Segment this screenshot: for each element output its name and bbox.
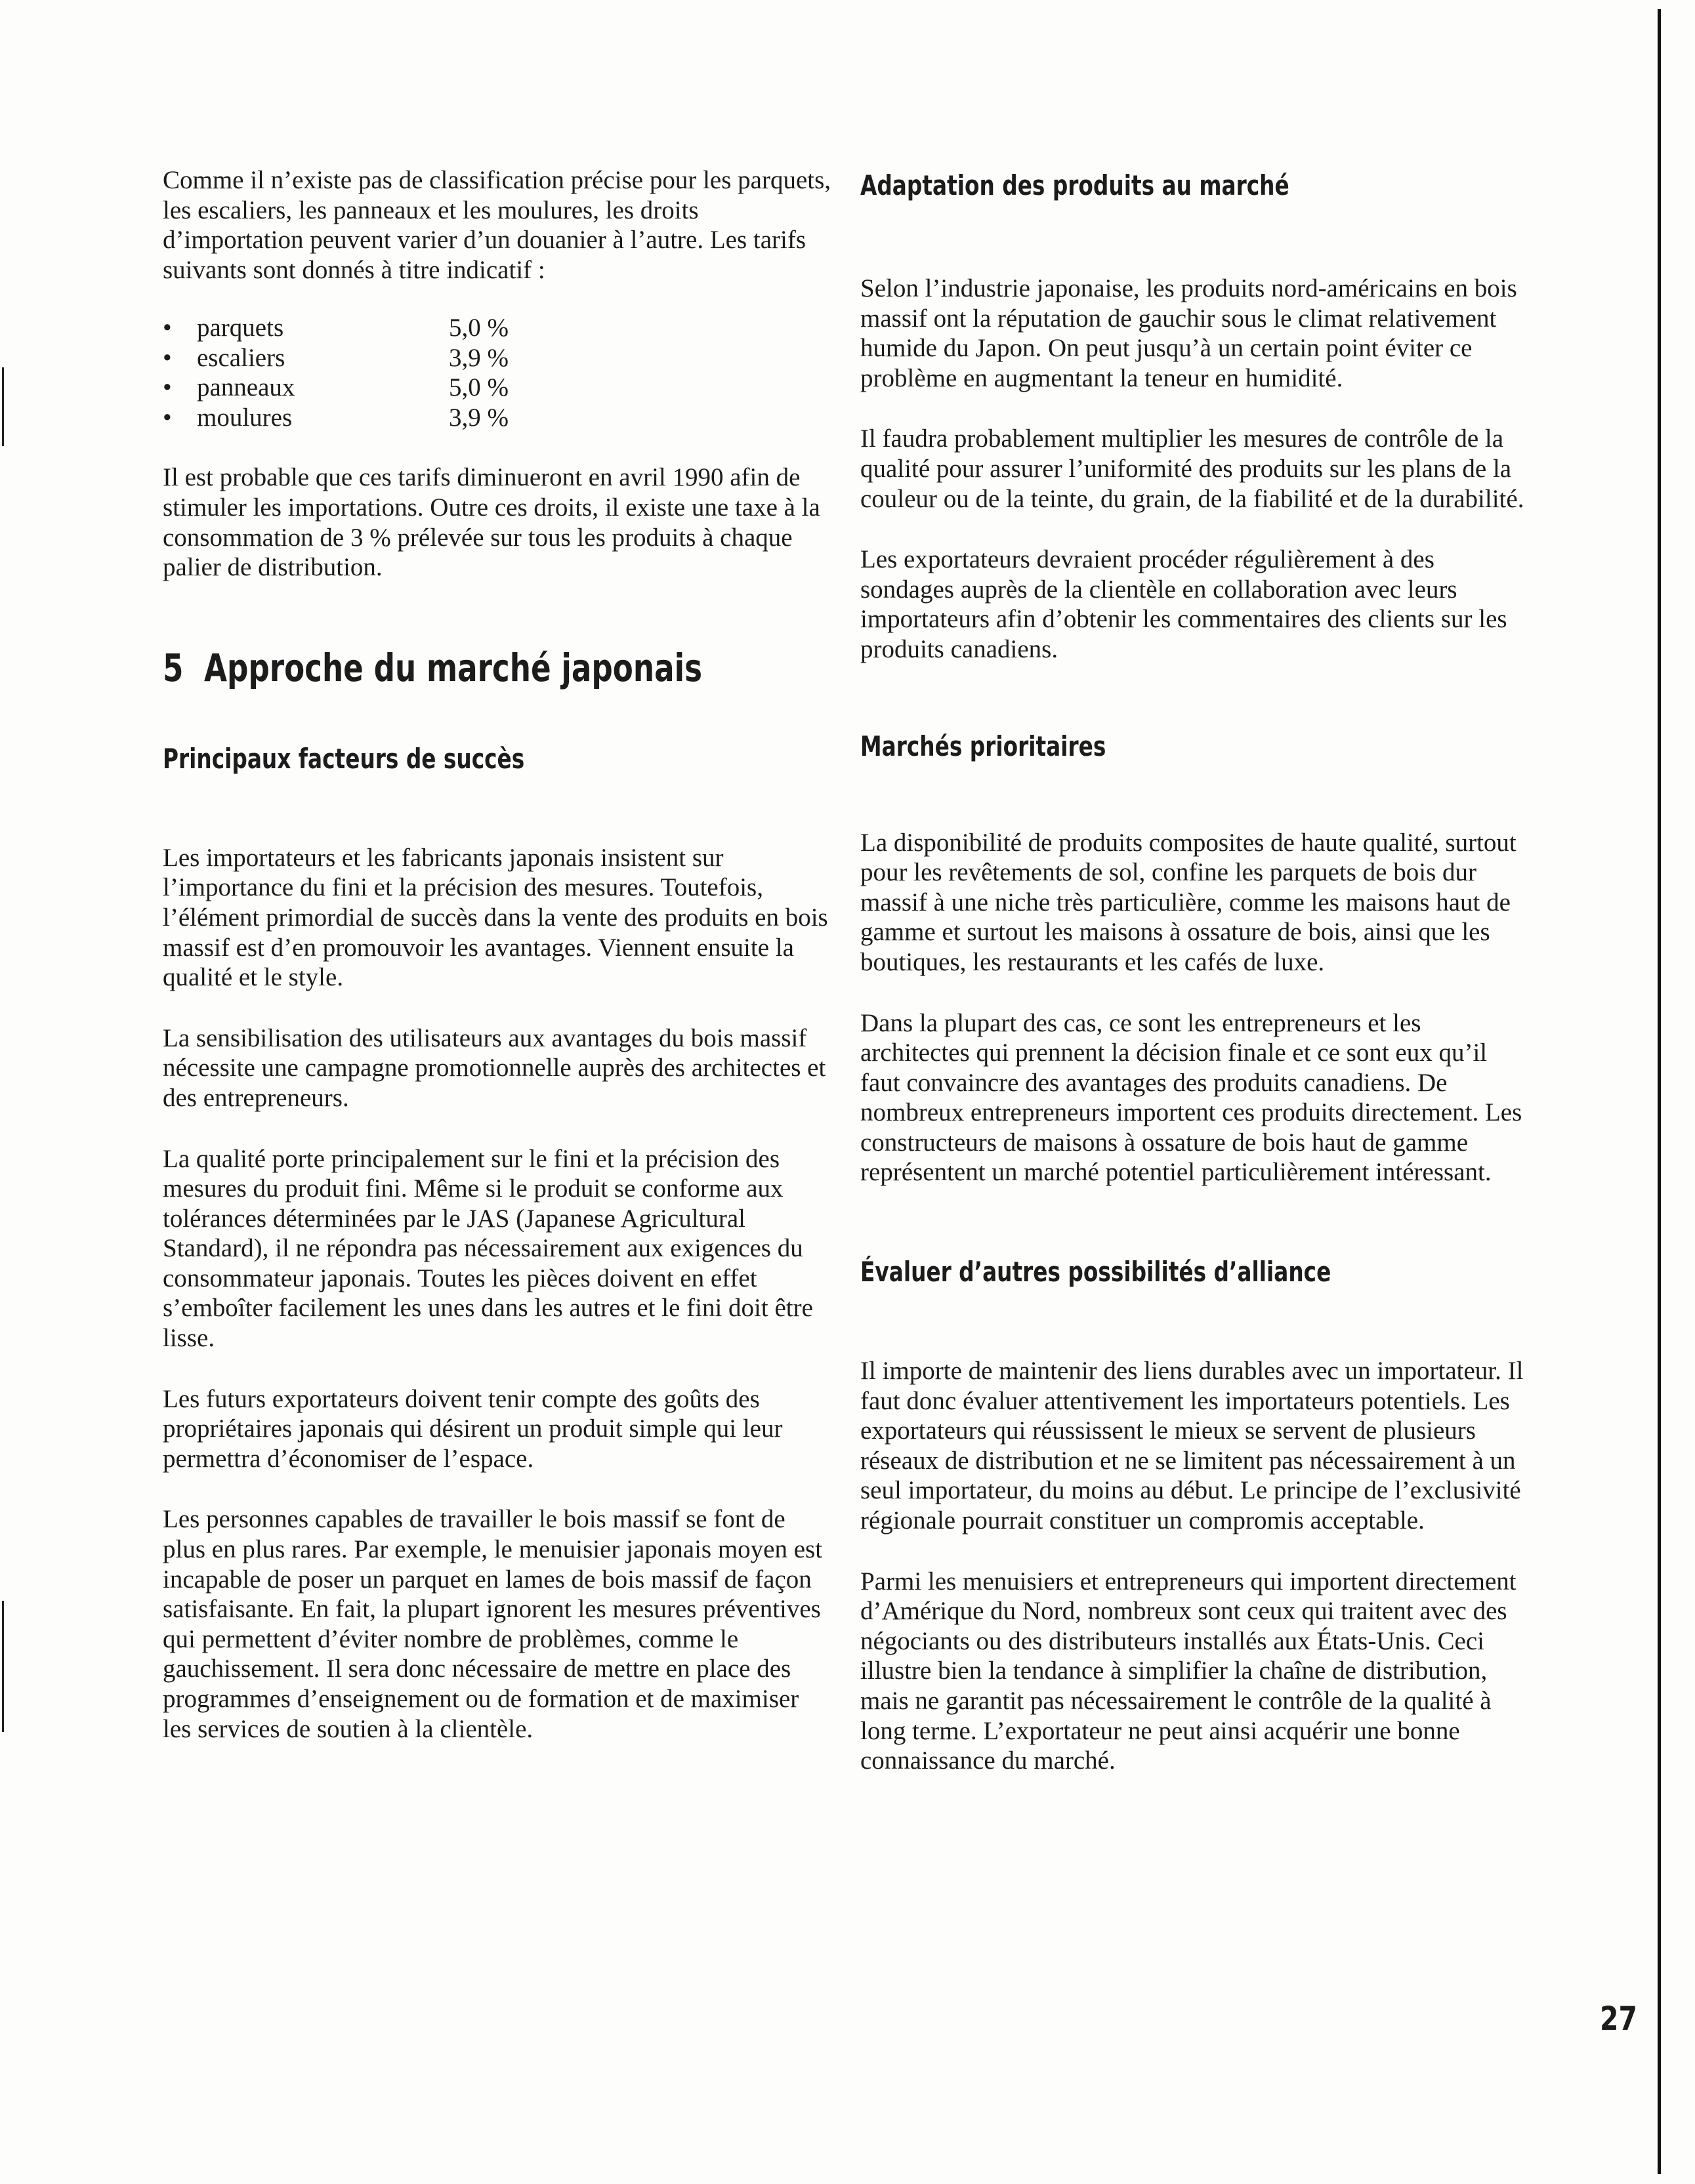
scan-edge-mark [2, 1601, 4, 1732]
intro-paragraph: Comme il n’existe pas de classification précise pour les parquets, les escaliers, les panneaux et les moulures, les droits d’importation peuvent varier d’un douanier à l’autre. Les tarifs suivants sont donnés à titre indicatif : [163, 166, 831, 284]
tariff-list [163, 313, 832, 432]
section-heading: Évaluer d’autres possibilités d’alliance [860, 1256, 1331, 1288]
body-paragraph: Les exportateurs devraient procéder régulièrement à des sondages auprès de la clientèle en collaboration avec leurs importateurs afin d’obtenir les commentaires des clients sur les produits canadiens. [860, 545, 1507, 663]
bullet: • [163, 343, 172, 372]
tariff-rate: 3,9 % [449, 343, 509, 372]
body-paragraph: Selon l’industrie japonaise, les produits nord-américains en bois massif ont la réputation de gauchir sous le climat relativement humide du Japon. On peut jusqu’à un certain point éviter ce problème en augmentant la teneur en humidité. [860, 274, 1517, 392]
body-paragraph: Les personnes capables de travailler le bois massif se font de plus en plus rares. Par exemple, le menuisier japonais moyen est incapable de poser un parquet en lames de bois massif de façon satisfaisante. En fait, la plupart ignorent les mesures préventives qui permettent d’éviter nombre de problèmes, comme le gauchissement. Il sera donc nécessaire de mettre en place des programmes d’enseignement ou de formation et de maximiser les services de soutien à la clientèle. [163, 1505, 823, 1743]
section-heading: Adaptation des produits au marché [860, 169, 1289, 201]
list-item [163, 373, 832, 403]
tariff-item: escaliers [197, 343, 285, 372]
left-column [163, 157, 832, 1744]
body-paragraph: Il faudra probablement multiplier les mesures de contrôle de la qualité pour assurer l’uniformité des produits sur les plans de la couleur ou de la teinte, du grain, de la fiabilité et de la durabilité. [860, 424, 1524, 513]
section-title: 5 Approche du marché japonais [163, 645, 703, 690]
list-item [163, 313, 832, 343]
tariffs-note-paragraph: Il est probable que ces tarifs diminueront en avril 1990 afin de stimuler les importations. Outre ces droits, il existe une taxe à la consommation de 3 % prélevée sur tous les produits à chaque palier de distribution. [163, 463, 820, 582]
body-paragraph: Les futurs exportateurs doivent tenir compte des goûts des propriétaires japonais qui désirent un produit simple qui leur permettra d’économiser de l’espace. [163, 1384, 783, 1473]
section-heading: Marchés prioritaires [860, 730, 1106, 762]
tariff-item: panneaux [197, 373, 295, 402]
tariff-rate: 5,0 % [449, 373, 509, 402]
body-paragraph: Parmi les menuisiers et entrepreneurs qui importent directement d’Amérique du Nord, nombreux sont ceux qui traitent avec des négociants ou des distributeurs installés aux États-Unis. Ceci illustre bien la tendance à simplifier la chaîne de distribution, mais ne garantit pas nécessairement le contrôle de la qualité à long terme. L’exportateur ne peut ainsi acquérir une bonne connaissance du marché. [860, 1567, 1517, 1775]
section-body [860, 1356, 1530, 1776]
section-body [860, 274, 1530, 665]
body-paragraph: Il importe de maintenir des liens durables avec un importateur. Il faut donc évaluer attentivement les importateurs potentiels. Les exportateurs qui réussissent le mieux se servent de plusieurs réseaux de distribution et ne se limitent pas nécessairement à un seul importateur, du moins au début. Le principe de l’exclusivité régionale pourrait constituer un compromis acceptable. [860, 1357, 1524, 1535]
list-item [163, 343, 832, 373]
body-paragraph: La qualité porte principalement sur le fini et la précision des mesures du produit fini. Même si le produit se conforme aux tolérances déterminées par le JAS (Japanese Agricultural Standard), il ne répondra pas nécessairement aux exigences du consommateur japonais. Toutes les pièces doivent en effet s’emboîter facilement les unes dans les autres et le fini doit être lisse. [163, 1144, 813, 1353]
body-paragraph: Dans la plupart des cas, ce sont les entrepreneurs et les architectes qui prennent la décision finale et ce sont eux qu’il faut convaincre des avantages des produits canadiens. De nombreux entrepreneurs importent ces produits directement. Les constructeurs de maisons à ossature de bois haut de gamme représentent un marché potentiel particulièrement intéressant. [860, 1008, 1522, 1187]
tariff-item: moulures [197, 403, 293, 432]
right-column [860, 157, 1530, 1776]
page-number: 27 [1600, 2000, 1638, 2038]
body-paragraph: La disponibilité de produits composites de haute qualité, surtout pour les revêtements de sol, confine les parquets de bois dur massif à une niche très particulière, comme les maisons haut de gamme et surtout les maisons à ossature de bois, ainsi que les boutiques, les restaurants et les cafés de luxe. [860, 828, 1517, 976]
bullet: • [163, 373, 172, 402]
section-body [860, 828, 1530, 1188]
scan-edge-mark [2, 367, 4, 446]
subsection-title: Principaux facteurs de succès [163, 742, 525, 775]
bullet: • [163, 403, 172, 432]
body-paragraph: Les importateurs et les fabricants japonais insistent sur l’importance du fini et la précision des mesures. Toutefois, l’élément primordial de succès dans la vente des produits en bois massif est d’en promouvoir les avantages. Viennent ensuite la qualité et le style. [163, 843, 828, 992]
section-body [163, 843, 832, 1744]
tariff-item: parquets [197, 314, 284, 342]
tariff-rate: 3,9 % [449, 403, 509, 432]
tariff-rate: 5,0 % [449, 314, 509, 342]
list-item [163, 403, 832, 433]
bullet: • [163, 314, 172, 342]
body-paragraph: La sensibilisation des utilisateurs aux avantages du bois massif nécessite une campagne promotionnelle auprès des architectes et des entrepreneurs. [163, 1023, 826, 1112]
right-margin-rule [1658, 9, 1661, 2174]
